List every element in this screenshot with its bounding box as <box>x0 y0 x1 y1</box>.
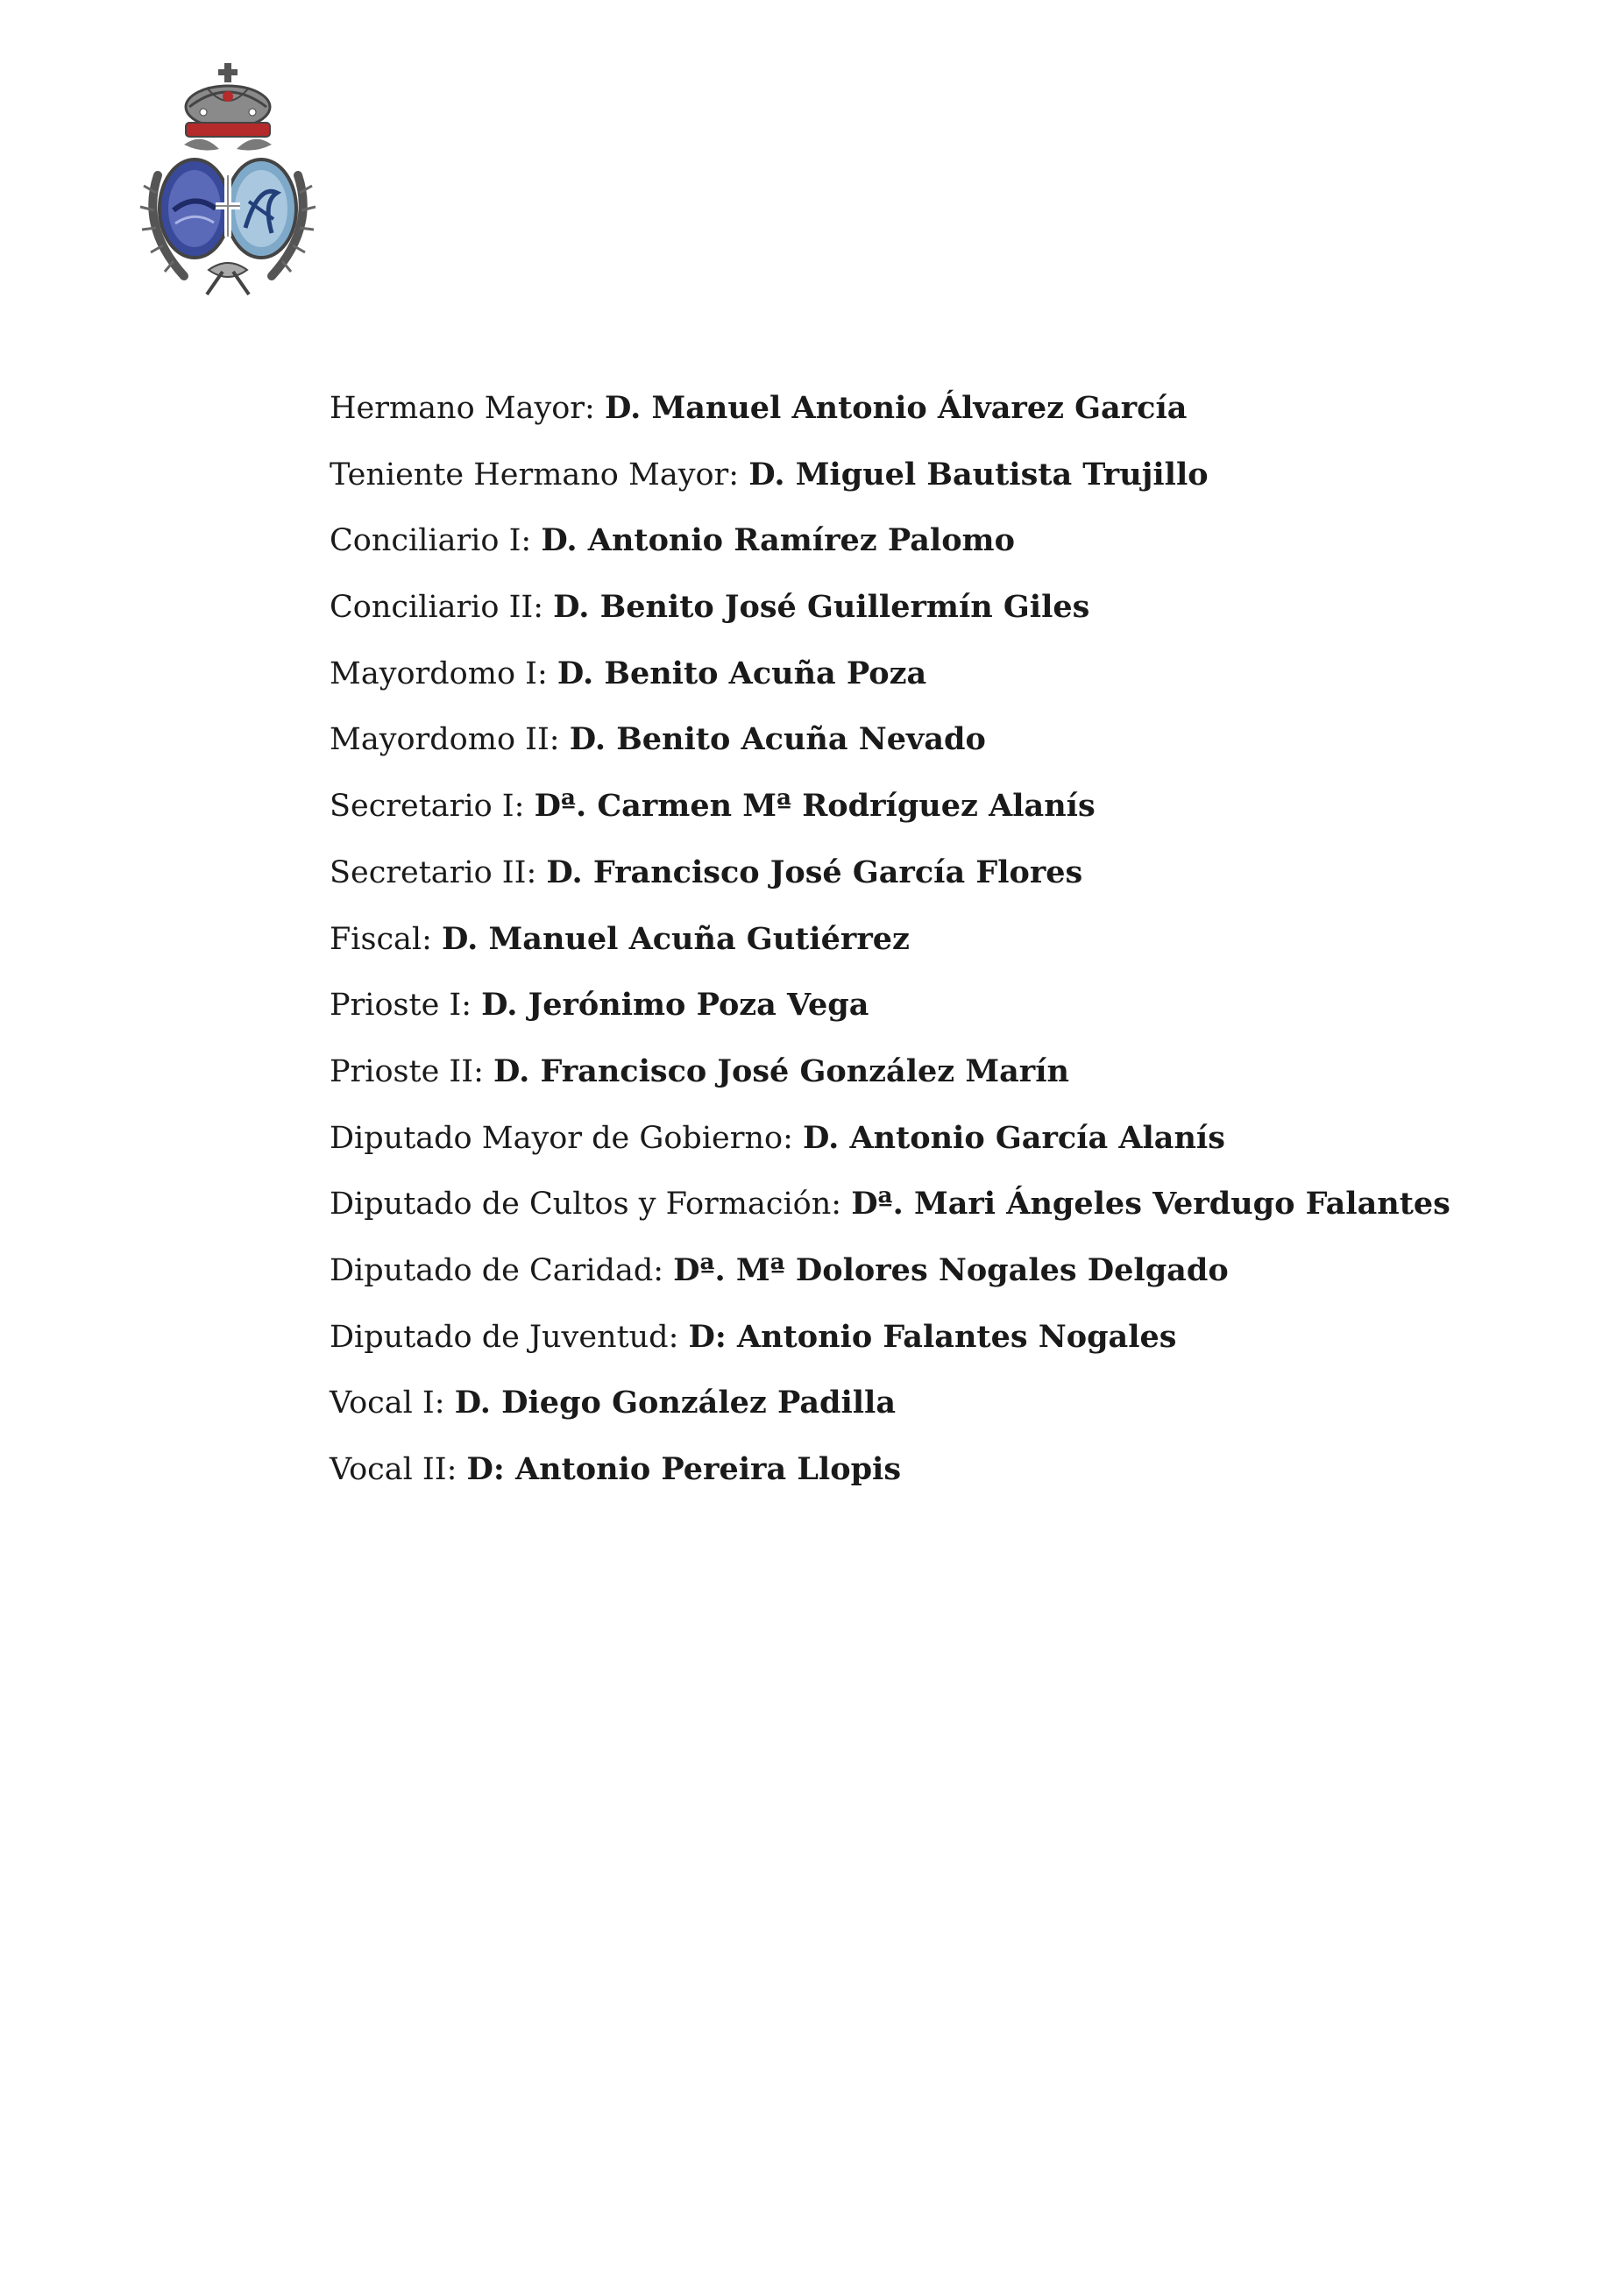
list-item <box>330 915 1450 981</box>
list-item <box>330 583 1450 649</box>
role-label: Vocal II: <box>330 1452 457 1487</box>
list-item <box>330 516 1450 583</box>
member-name: D. Benito Acuña Nevado <box>569 721 986 758</box>
role-label: Vocal I: <box>330 1385 445 1421</box>
list-item <box>330 1114 1450 1180</box>
role-label: Conciliario II: <box>330 590 544 626</box>
list-item <box>330 782 1450 848</box>
role-label: Diputado de Cultos y Formación: <box>330 1187 842 1222</box>
list-item <box>330 981 1450 1047</box>
list-item <box>330 450 1450 517</box>
member-name: D. Miguel Bautista Trujillo <box>748 456 1209 493</box>
member-name: D. Antonio García Alanís <box>803 1119 1225 1156</box>
role-label: Teniente Hermano Mayor: <box>330 457 740 493</box>
coat-of-arms-icon <box>131 61 324 298</box>
member-name: D. Benito Acuña Poza <box>557 655 927 691</box>
list-item <box>330 384 1450 450</box>
member-name: Dª. Carmen Mª Rodríguez Alanís <box>534 788 1096 825</box>
role-label: Mayordomo I: <box>330 655 548 691</box>
member-name: D. Manuel Antonio Álvarez García <box>604 390 1188 426</box>
member-name: D. Diego González Padilla <box>454 1385 897 1421</box>
list-item <box>330 1047 1450 1114</box>
role-label: Secretario II: <box>330 854 537 890</box>
member-name: Dª. Mª Dolores Nogales Delgado <box>673 1251 1229 1288</box>
list-item <box>330 1313 1450 1379</box>
role-label: Fiscal: <box>330 921 432 957</box>
role-label: Prioste II: <box>330 1053 484 1089</box>
member-name: Dª. Mari Ángeles Verdugo Falantes <box>851 1186 1450 1222</box>
member-name: D. Manuel Acuña Gutiérrez <box>442 920 910 957</box>
member-name: D. Francisco José González Marín <box>493 1052 1069 1089</box>
role-label: Diputado de Caridad: <box>330 1252 664 1288</box>
member-name: D: Antonio Pereira Llopis <box>466 1451 902 1487</box>
list-item <box>330 715 1450 782</box>
role-label: Diputado de Juventud: <box>330 1319 679 1355</box>
member-name: D: Antonio Falantes Nogales <box>688 1318 1177 1355</box>
role-label: Secretario I: <box>330 789 525 825</box>
list-item <box>330 1445 1450 1512</box>
board-members-list <box>330 384 1450 1512</box>
member-name: D. Jerónimo Poza Vega <box>481 987 869 1024</box>
list-item <box>330 848 1450 915</box>
list-item <box>330 1246 1450 1313</box>
member-name: D. Antonio Ramírez Palomo <box>541 522 1015 559</box>
member-name: D. Francisco José García Flores <box>546 854 1083 890</box>
list-item <box>330 1378 1450 1445</box>
list-item <box>330 1180 1450 1246</box>
role-label: Prioste I: <box>330 988 472 1024</box>
role-label: Conciliario I: <box>330 523 532 559</box>
list-item <box>330 649 1450 716</box>
member-name: D. Benito José Guillermín Giles <box>553 589 1090 626</box>
role-label: Mayordomo II: <box>330 722 560 758</box>
role-label: Diputado Mayor de Gobierno: <box>330 1120 793 1156</box>
role-label: Hermano Mayor: <box>330 391 595 426</box>
